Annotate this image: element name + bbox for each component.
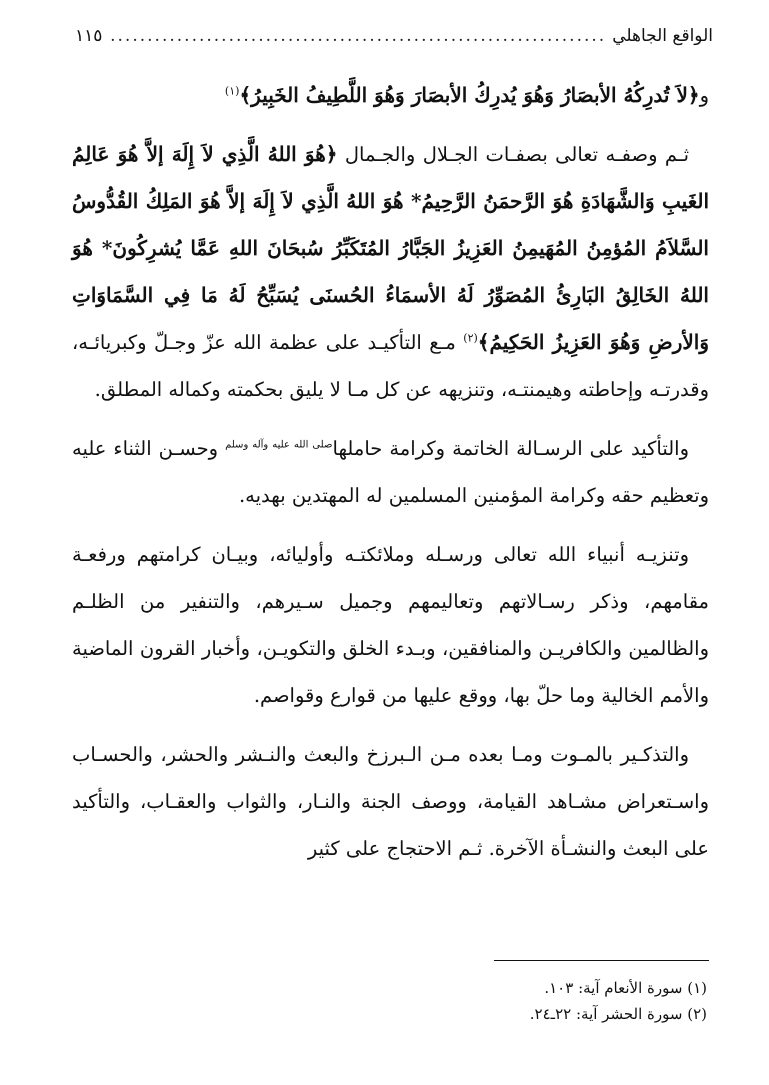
salawat-honorific: صلى الله عليه وآله وسلم bbox=[225, 439, 333, 451]
paragraph-2-rest: مـع التأكيـد على عظمة الله عزّ وجـلّ وكبريائـه، وقدرتـه وإحاطته وهيمنتـه، وتنزيهه عن كل مـا لا يليق بحكمته وكماله المطلق. bbox=[72, 331, 709, 401]
page-number: ١١٥ bbox=[75, 26, 103, 46]
running-title: الواقع الجاهلي bbox=[612, 26, 713, 46]
quran-verse-1: ﴿لاَ تُدرِكُهُ الأبصَارُ وَهُوَ يُدرِكُ الأبصَارَ وَهُوَ اللَّطِيفُ الخَبِيرُ﴾ bbox=[239, 83, 700, 107]
footnotes bbox=[72, 975, 707, 1027]
paragraph-3-after: وحسـن الثناء عليه وتعظيم حقه وكرامة المؤمنين المسلمين له المهتدين بهديه. bbox=[72, 437, 709, 507]
running-header bbox=[75, 26, 713, 56]
footnote-ref-1[interactable]: (١) bbox=[224, 84, 240, 98]
paragraph-1-prefix: و bbox=[699, 84, 709, 107]
paragraph-3 bbox=[72, 425, 709, 519]
paragraph-3-before: والتأكيد على الرسـالة الخاتمة وكرامة حاملها bbox=[332, 437, 689, 460]
paragraph-1 bbox=[72, 72, 709, 119]
paragraph-2-intro: ثـم وصفـه تعالى بصفـات الجـلال والجـمال bbox=[344, 143, 689, 166]
footnote-2: (٢) سورة الحشر آية: ٢٢ـ٢٤. bbox=[529, 1005, 707, 1023]
paragraph-2 bbox=[72, 131, 709, 413]
quran-verse-2: ﴿هُوَ اللهُ الَّذِي لاَ إِلَهَ إلاَّ هُوَ عَالِمُ الغَيبِ وَالشَّهَادَةِ هُوَ الرَّحمَنُ الرَّحِيمُ* هُوَ اللهُ الَّذِي لاَ إِلَهَ إلاَّ هُوَ المَلِكُ القُدُّوسُ السَّلاَمُ المُؤمِنُ المُهَيمِنُ العَزِيزُ الجَبَّارُ المُتَكَبِّرُ سُبحَانَ اللهِ عَمَّا يُشرِكُونَ* هُوَ اللهُ الخَالِقُ البَارِئُ المُصَوِّرُ لَهُ الأسمَاءُ الحُسنَى يُسَبِّحُ لَهُ مَا فِي السَّمَاوَاتِ وَالأرضِ وَهُوَ العَزِيزُ الحَكِيمُ﴾ bbox=[72, 142, 709, 354]
main-text bbox=[72, 72, 709, 884]
paragraph-5: والتذكـير بالمـوت ومـا بعده مـن الـبرزخ والبعث والنـشر والحشر، والحسـاب واسـتعراض مشـاهد القيامة، ووصف الجنة والنـار، والثواب والعقـاب، والتأكيد على البعث والنشـأة الآخرة. ثـم الاحتجاج على كثير bbox=[72, 743, 709, 860]
footnote-1: (١) سورة الأنعام آية: ١٠٣. bbox=[544, 979, 707, 997]
header-leader-dots bbox=[108, 26, 606, 46]
footnote-ref-2[interactable]: (٢) bbox=[463, 331, 478, 345]
footnote-divider bbox=[494, 960, 709, 961]
paragraph-4: وتنزيـه أنبياء الله تعالى ورسـله وملائكتـه وأوليائه، وبيـان كرامتهم ورفعـة مقامهم، وذكر رسـالاتهم وتعاليمهم وجميل سـيرهم، والتنفير من الظلـم والظالمين والكافريـن والمنافقين، وبـدء الخلق والتكويـن، وأخبار القرون الماضية والأمم الخالية وما حلّ بها، ووقع عليها من قوارع وقواصم. bbox=[72, 543, 709, 707]
